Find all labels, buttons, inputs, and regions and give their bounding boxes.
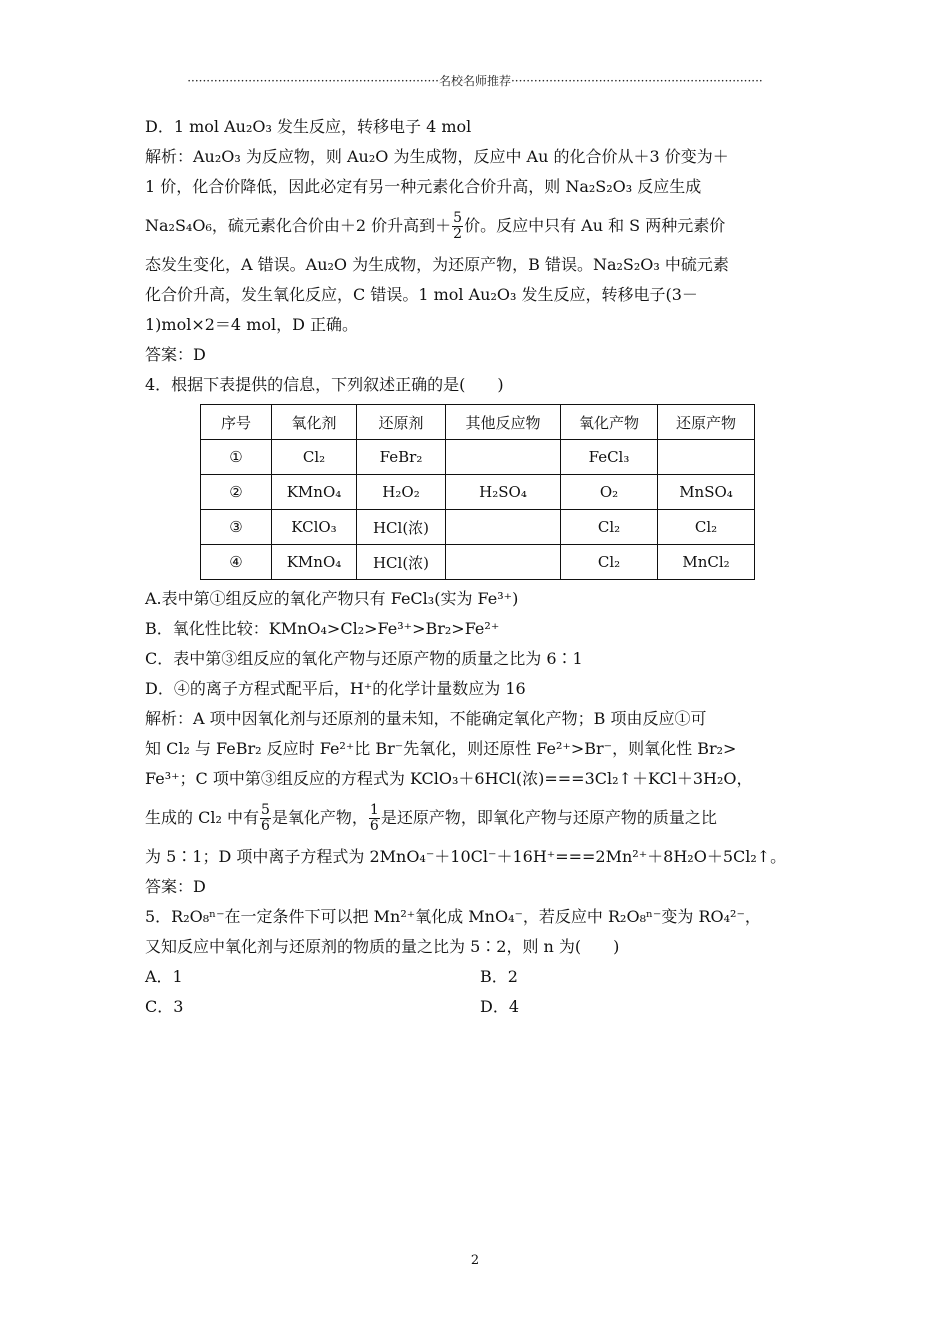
q5-stem: 5．R₂O₈ⁿ⁻在一定条件下可以把 Mn²⁺氧化成 MnO₄⁻，若反应中 R₂O₈ⁿ⁻变为 RO₄²⁻， xyxy=(145,907,761,926)
table-cell xyxy=(446,545,561,580)
table-cell: Cl₂ xyxy=(561,545,658,580)
table-header-cell: 氧化剂 xyxy=(272,405,357,440)
table-cell: KClO₃ xyxy=(272,510,357,545)
page-content xyxy=(145,112,815,1022)
table-cell: ① xyxy=(201,440,272,475)
table-cell: KMnO₄ xyxy=(272,475,357,510)
q5-option-b: B．2 xyxy=(480,967,518,986)
fraction-denominator: 2 xyxy=(453,226,463,242)
fraction-numerator: 1 xyxy=(369,802,379,818)
q5-options-row xyxy=(145,962,815,992)
q3-analysis-text: 价。反应中只有 Au 和 S 两种元素价 xyxy=(464,216,726,235)
table-header-row xyxy=(201,405,755,440)
q4-option-b: B．氧化性比较：KMnO₄>Cl₂>Fe³⁺>Br₂>Fe²⁺ xyxy=(145,619,500,638)
table-cell: O₂ xyxy=(561,475,658,510)
q3-analysis-line: 1 价，化合价降低，因此必定有另一种元素化合价升高，则 Na₂S₂O₃ 反应生成 xyxy=(145,177,702,196)
table-cell: FeBr₂ xyxy=(357,440,446,475)
q4-info-table xyxy=(200,404,755,580)
q4-answer: 答案：D xyxy=(145,877,206,896)
table-header-cell: 还原剂 xyxy=(357,405,446,440)
table-cell: FeCl₃ xyxy=(561,440,658,475)
q4-analysis-line: 解析：A 项中因氧化剂与还原剂的量未知，不能确定氧化产物；B 项由反应①可 xyxy=(145,709,707,728)
fraction-denominator: 6 xyxy=(260,818,270,834)
q3-analysis-line-fraction xyxy=(145,202,815,250)
q4-option-d: D．④的离子方程式配平后，H⁺的化学计量数应为 16 xyxy=(145,679,526,698)
table-header-cell: 还原产物 xyxy=(658,405,755,440)
table-cell: ② xyxy=(201,475,272,510)
table-cell: MnCl₂ xyxy=(658,545,755,580)
q5-option-d: D．4 xyxy=(480,997,520,1016)
page-number: 2 xyxy=(470,1253,480,1268)
q5-stem: 又知反应中氧化剂与还原剂的物质的量之比为 5∶2，则 n 为( ) xyxy=(145,937,620,956)
q4-analysis-text: 是氧化产物， xyxy=(271,808,368,827)
table-cell xyxy=(446,510,561,545)
table-cell: KMnO₄ xyxy=(272,545,357,580)
q3-answer: 答案：D xyxy=(145,345,206,364)
fraction-5-2 xyxy=(452,211,463,242)
q4-analysis-line: 知 Cl₂ 与 FeBr₂ 反应时 Fe²⁺比 Br⁻先氧化，则还原性 Fe²⁺>Br⁻，则氧化性 Br₂> xyxy=(145,739,737,758)
table-cell: Cl₂ xyxy=(561,510,658,545)
table-cell: HCl(浓) xyxy=(357,545,446,580)
table-cell xyxy=(446,440,561,475)
table-cell: H₂O₂ xyxy=(357,475,446,510)
q4-option-c: C．表中第③组反应的氧化产物与还原产物的质量之比为 6∶1 xyxy=(145,649,583,668)
q3-analysis-text: Na₂S₄O₆，硫元素化合价由＋2 价升高到＋ xyxy=(145,216,452,235)
table-cell: Cl₂ xyxy=(272,440,357,475)
table-cell: H₂SO₄ xyxy=(446,475,561,510)
table-cell xyxy=(658,440,755,475)
table-header-cell: 氧化产物 xyxy=(561,405,658,440)
q3-analysis-line: 化合价升高，发生氧化反应，C 错误。1 mol Au₂O₃ 发生反应，转移电子(3－ xyxy=(145,285,698,304)
table-header-cell: 序号 xyxy=(201,405,272,440)
q3-analysis-line: 态发生变化，A 错误。Au₂O 为生成物，为还原产物，B 错误。Na₂S₂O₃ 中硫元素 xyxy=(145,255,729,274)
q5-options-row xyxy=(145,992,815,1022)
q3-option-d: D．1 mol Au₂O₃ 发生反应，转移电子 4 mol xyxy=(145,117,472,136)
q4-analysis-line: 为 5∶1；D 项中离子方程式为 2MnO₄⁻＋10Cl⁻＋16H⁺===2Mn²⁺＋8H₂O＋5Cl₂↑。 xyxy=(145,847,787,866)
table-header-cell: 其他反应物 xyxy=(446,405,561,440)
q4-analysis-line: Fe³⁺；C 项中第③组反应的方程式为 KClO₃＋6HCl(浓)===3Cl₂↑＋KCl＋3H₂O， xyxy=(145,769,753,788)
q4-option-a: A.表中第①组反应的氧化产物只有 FeCl₃(实为 Fe³⁺) xyxy=(145,589,519,608)
table-row xyxy=(201,440,755,475)
table-cell: Cl₂ xyxy=(658,510,755,545)
q4-analysis-text: 生成的 Cl₂ 中有 xyxy=(145,808,259,827)
table-cell: ④ xyxy=(201,545,272,580)
fraction-numerator: 5 xyxy=(453,210,463,226)
fraction-1-6 xyxy=(369,803,380,834)
table-cell: HCl(浓) xyxy=(357,510,446,545)
q5-option-a: A．1 xyxy=(145,967,183,986)
table-row xyxy=(201,545,755,580)
fraction-denominator: 6 xyxy=(369,818,379,834)
table-row xyxy=(201,510,755,545)
q4-analysis-text: 是还原产物，即氧化产物与还原产物的质量之比 xyxy=(380,808,717,827)
q4-analysis-line-fraction xyxy=(145,794,815,842)
fraction-numerator: 5 xyxy=(260,802,270,818)
q3-analysis-line: 1)mol×2＝4 mol，D 正确。 xyxy=(145,315,359,334)
q4-stem: 4．根据下表提供的信息，下列叙述正确的是( ) xyxy=(145,375,504,394)
q5-option-c: C．3 xyxy=(145,997,184,1016)
table-cell: ③ xyxy=(201,510,272,545)
page-header: ··································································名校名师推荐·································································· xyxy=(187,74,763,88)
table-row xyxy=(201,475,755,510)
fraction-5-6 xyxy=(260,803,271,834)
q3-analysis-line: 解析：Au₂O₃ 为反应物，则 Au₂O 为生成物，反应中 Au 的化合价从＋3 价变为＋ xyxy=(145,147,729,166)
table-cell: MnSO₄ xyxy=(658,475,755,510)
